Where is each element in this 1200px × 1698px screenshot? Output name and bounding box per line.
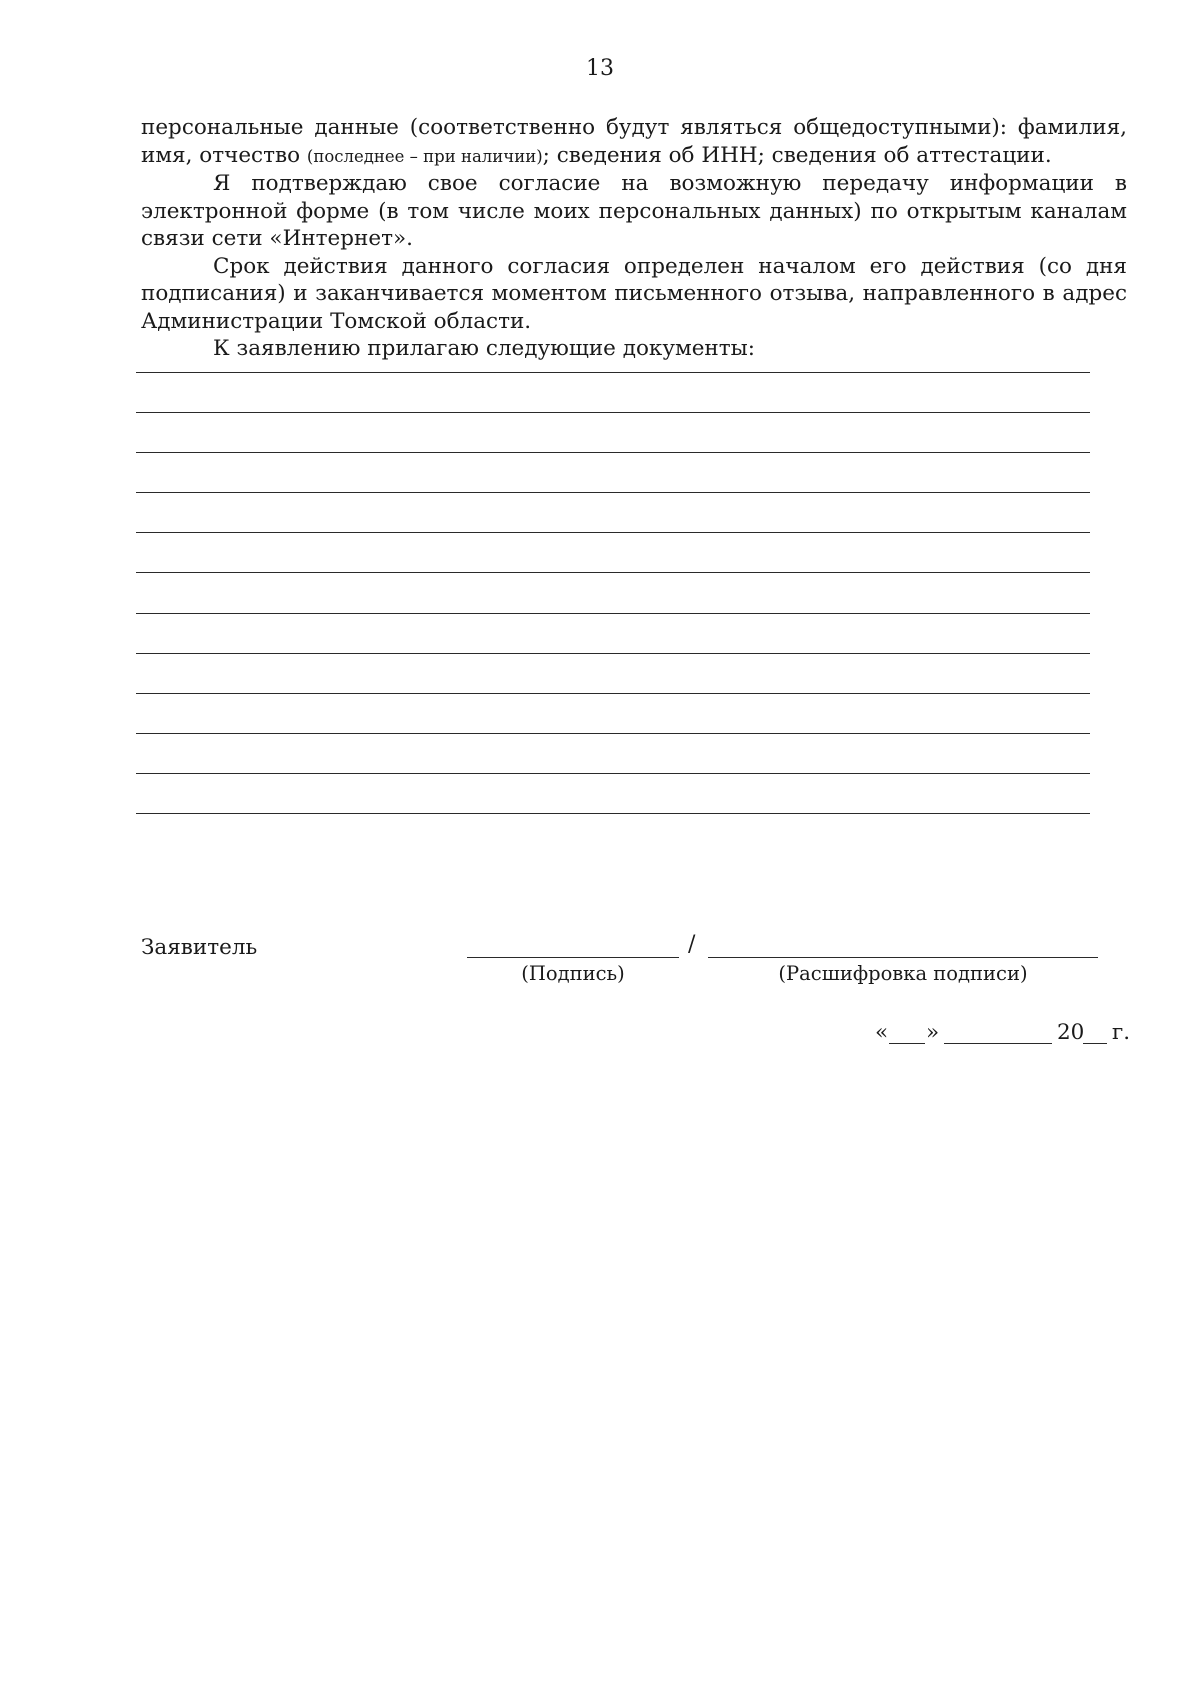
blank-line[interactable] (136, 532, 1090, 533)
paragraph-attachments-intro: К заявлению прилагаю следующие документы: (213, 336, 756, 361)
paragraph-personal-data-part1: персональные данные (соответственно будут являться общедоступными): фамилия, имя, отчество (141, 115, 1127, 168)
blank-line[interactable] (136, 452, 1090, 453)
consent-text (141, 114, 1127, 363)
page-number: 13 (586, 56, 614, 81)
date-day-blank[interactable] (889, 1043, 925, 1044)
blank-line[interactable] (136, 733, 1090, 734)
signature-caption: (Подпись) (521, 962, 625, 985)
date-year-blank[interactable] (1083, 1043, 1107, 1044)
signature-decoding-line[interactable] (708, 957, 1098, 958)
applicant-label: Заявитель (141, 935, 258, 960)
signature-separator: / (688, 932, 696, 957)
blank-line[interactable] (136, 813, 1090, 814)
blank-line[interactable] (136, 492, 1090, 493)
signature-line[interactable] (467, 957, 679, 958)
date-year-prefix: 20 (1057, 1020, 1085, 1045)
paragraph-transfer-consent: Я подтверждаю свое согласие на возможную передачу информации в электронной форме (в том числе моих персональных данных) по открытым каналам связи сети «Интернет». (141, 171, 1127, 251)
blank-line[interactable] (136, 372, 1090, 373)
blank-line[interactable] (136, 572, 1090, 573)
blank-line[interactable] (136, 653, 1090, 654)
blank-line[interactable] (136, 613, 1090, 614)
paragraph-personal-data (141, 114, 1127, 170)
date-year-suffix: г. (1112, 1020, 1131, 1045)
paragraph-consent-validity: Срок действия данного согласия определен началом его действия (со дня подписания) и заканчивается моментом письменного отзыва, направленного в адрес Администрации Томской области. (141, 253, 1127, 334)
signature-decoding-caption: (Расшифровка подписи) (778, 962, 1028, 985)
date-open-quote: « (875, 1020, 889, 1045)
blank-line[interactable] (136, 412, 1090, 413)
paragraph-personal-data-part2: ; сведения об ИНН; сведения об аттестации. (542, 142, 1052, 168)
blank-line[interactable] (136, 773, 1090, 774)
date-month-blank[interactable] (944, 1043, 1052, 1044)
patronymic-note: (последнее – при наличии) (306, 146, 543, 166)
blank-line[interactable] (136, 693, 1090, 694)
date-close-quote: » (926, 1020, 940, 1045)
